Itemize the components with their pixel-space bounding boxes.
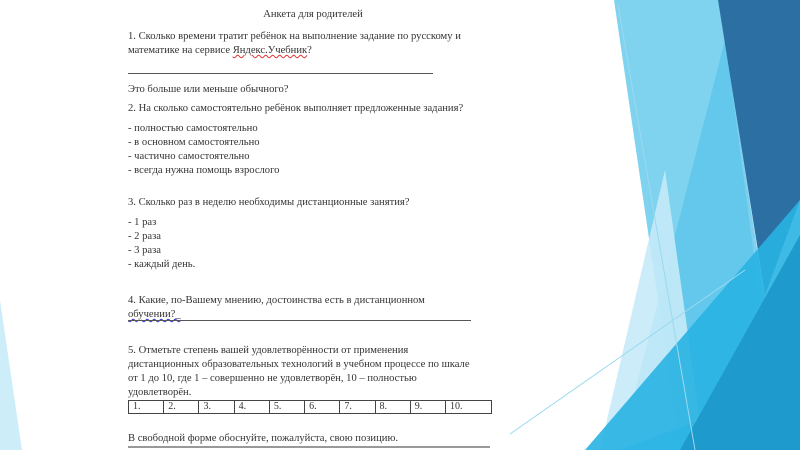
q2-option: - в основном самостоятельно	[128, 137, 260, 148]
q3-option: - 1 раз	[128, 217, 157, 228]
answer-line	[128, 73, 433, 74]
scale-cell: 9.	[410, 401, 445, 414]
question-5-line: 5. Отметьте степень вашей удовлетворённости от применения	[128, 345, 409, 356]
scale-cell: 10.	[445, 401, 491, 414]
question-1-line-2	[128, 44, 312, 58]
question-5-line: удовлетворён.	[128, 387, 192, 398]
question-4-line-2: обучении?_	[128, 309, 181, 320]
scale-cell: 6.	[305, 401, 340, 414]
scale-cell: 1.	[129, 401, 164, 414]
yandex-link: Яндекс.Учебник	[232, 45, 308, 56]
scale-cell: 8.	[375, 401, 410, 414]
scale-cell: 2.	[164, 401, 199, 414]
scale-cell: 3.	[199, 401, 234, 414]
q3-option: - 2 раза	[128, 231, 162, 242]
q3-option: - 3 раза	[128, 245, 162, 256]
question-4-line-1: 4. Какие, по-Вашему мнению, достоинства есть в дистанционном	[128, 295, 425, 306]
document-title: Анкета для родителей	[263, 9, 363, 20]
q3-option: - каждый день.	[128, 259, 196, 270]
question-3: 3. Сколько раз в неделю необходимы дистанционные занятия?	[128, 197, 410, 208]
free-form-prompt: В свободной форме обоснуйте, пожалуйста, свою позицию.	[128, 433, 399, 444]
answer-line	[128, 446, 490, 448]
scale-cell: 7.	[340, 401, 375, 414]
scale-cell: 5.	[269, 401, 304, 414]
q1-suffix: ?	[307, 45, 312, 56]
question-1-followup: Это больше или меньше обычного?	[128, 84, 289, 95]
question-5-line: от 1 до 10, где 1 – совершенно не удовлетворён, 10 – полностью	[128, 373, 417, 384]
scale-cell: 4.	[234, 401, 269, 414]
q2-option: - частично самостоятельно	[128, 151, 250, 162]
q2-option: - полностью самостоятельно	[128, 123, 258, 134]
satisfaction-scale-table	[128, 400, 492, 414]
question-1-line-1: 1. Сколько времени тратит ребёнок на выполнение задание по русскому и	[128, 31, 461, 42]
q1-text: математике на сервисе	[128, 45, 233, 56]
question-5-line: дистанционных образовательных технологий в учебном процессе по шкале	[128, 359, 470, 370]
answer-line	[128, 320, 471, 321]
left-sliver-shape	[0, 300, 22, 450]
q2-option: - всегда нужна помощь взрослого	[128, 165, 280, 176]
question-2: 2. На сколько самостоятельно ребёнок выполняет предложенные задания?	[128, 103, 464, 114]
